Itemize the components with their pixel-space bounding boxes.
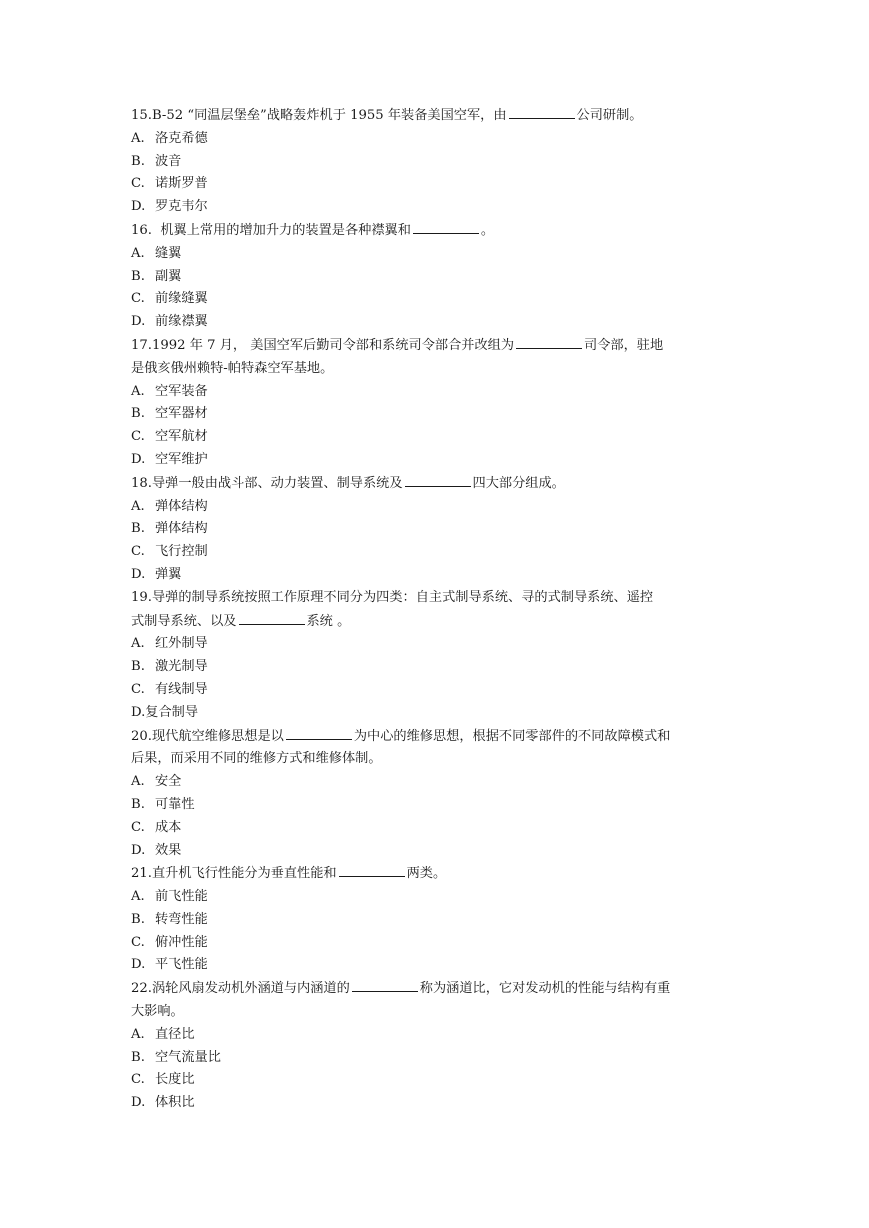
option-c: C. 飞行控制 [131, 544, 208, 560]
option-b: B. 空军器材 [131, 406, 208, 422]
option-c: C. 成本 [131, 819, 182, 835]
option-a: A. 直径比 [131, 1026, 195, 1042]
option-d: D. 罗克韦尔 [131, 199, 208, 215]
option-b: B. 空气流量比 [131, 1049, 221, 1065]
option-b: B. 弹体结构 [131, 521, 208, 537]
question-20-continuation: 后果，而采用不同的维修方式和维修体制。 [131, 751, 382, 767]
option-d: D.复合制导 [131, 704, 199, 720]
option-d: D. 体积比 [131, 1095, 195, 1111]
option-a: A. 缝翼 [131, 245, 182, 261]
option-c: C. 前缘缝翼 [131, 291, 208, 307]
option-d: D. 弹翼 [131, 566, 182, 582]
option-d: D. 前缘襟翼 [131, 314, 208, 330]
option-a: A. 空军装备 [131, 383, 208, 399]
answer-blank [286, 725, 352, 740]
option-d: D. 空军维护 [131, 451, 208, 467]
option-a: A. 安全 [131, 774, 182, 790]
answer-blank [239, 610, 305, 625]
option-c: C. 空军航材 [131, 429, 208, 445]
option-c: C. 诺斯罗普 [131, 176, 208, 192]
option-c: C. 俯冲性能 [131, 934, 208, 950]
option-b: B. 副翼 [131, 268, 182, 284]
question-17: 17.1992 年 7 月， 美国空军后勤司令部和系统司令部合并改组为 司令部，驻地 [131, 334, 743, 358]
option-c: C. 长度比 [131, 1072, 195, 1088]
question-22-continuation: 大影响。 [131, 1004, 184, 1020]
answer-blank [413, 219, 479, 234]
question-18: 18.导弹一般由战斗部、动力装置、制导系统及 四大部分组成。 [131, 472, 743, 496]
option-b: B. 激光制导 [131, 659, 208, 675]
question-15: 15.B-52 “同温层堡垒”战略轰炸机于 1955 年装备美国空军，由 公司研制。 [131, 104, 743, 128]
question-17-continuation: 是俄亥俄州赖特-帕特森空军基地。 [131, 360, 334, 376]
question-19: 19.导弹的制导系统按照工作原理不同分为四类：自主式制导系统、寻的式制导系统、遥控 [131, 589, 654, 605]
option-b: B. 可靠性 [131, 796, 195, 812]
option-b: B. 波音 [131, 153, 182, 169]
option-a: A. 弹体结构 [131, 498, 208, 514]
question-16: 16. 机翼上常用的增加升力的装置是各种襟翼和 。 [131, 219, 743, 243]
option-d: D. 平飞性能 [131, 957, 208, 973]
option-a: A. 红外制导 [131, 636, 208, 652]
answer-blank [339, 862, 405, 877]
answer-blank [516, 334, 582, 349]
option-d: D. 效果 [131, 842, 182, 858]
answer-blank [405, 472, 471, 487]
question-22: 22.涡轮风扇发动机外涵道与内涵道的 称为涵道比，它对发动机的性能与结构有重 [131, 977, 743, 1001]
question-21: 21.直升机飞行性能分为垂直性能和 两类。 [131, 862, 743, 886]
answer-blank [352, 977, 418, 992]
question-20: 20.现代航空维修思想是以 为中心的维修思想，根据不同零部件的不同故障模式和 [131, 725, 743, 749]
option-a: A. 前飞性能 [131, 889, 208, 905]
exam-page [131, 104, 743, 1115]
option-b: B. 转弯性能 [131, 911, 208, 927]
option-a: A. 洛克希德 [131, 130, 208, 146]
option-c: C. 有线制导 [131, 681, 208, 697]
question-19-continuation: 式制导系统、以及 系统 。 [131, 610, 743, 634]
answer-blank [509, 104, 575, 119]
